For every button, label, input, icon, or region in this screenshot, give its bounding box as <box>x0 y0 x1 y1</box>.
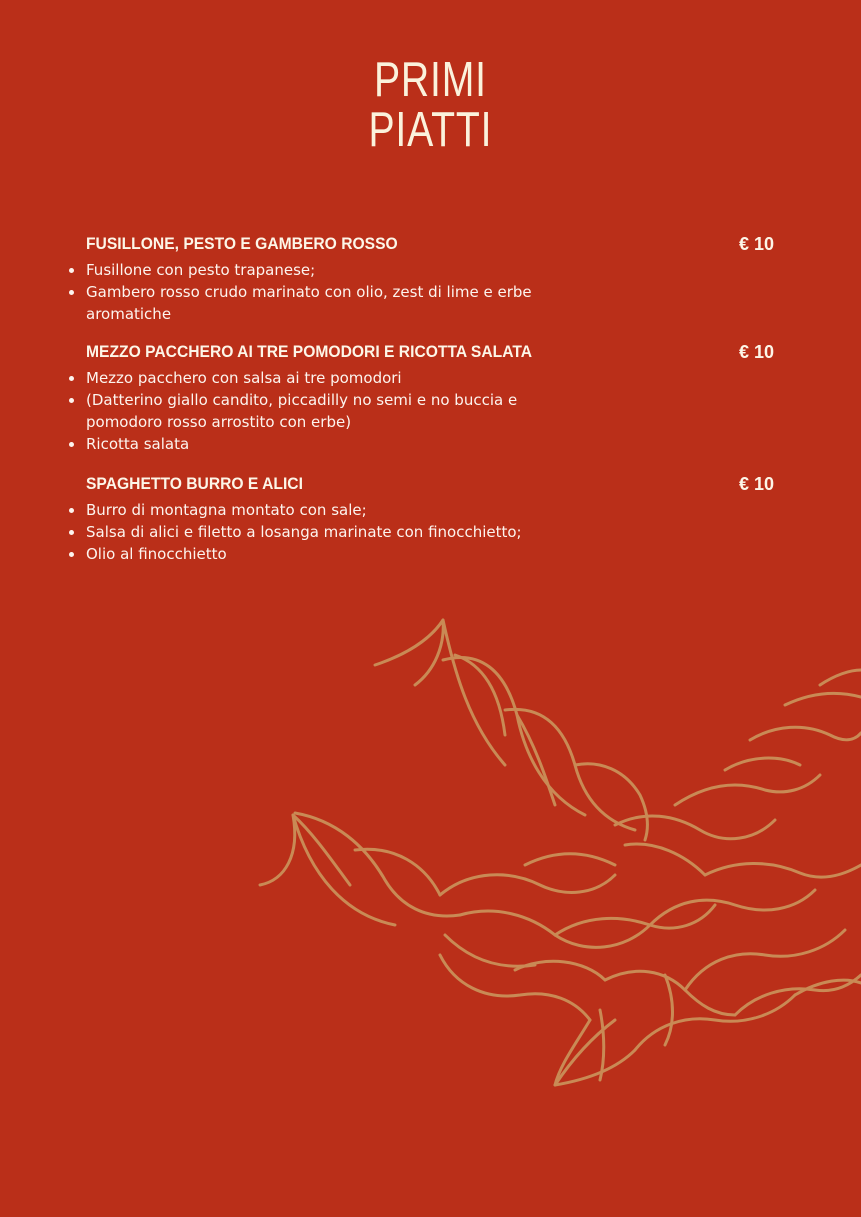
pasta-stroke <box>685 930 845 990</box>
pasta-stroke <box>443 620 505 765</box>
pasta-stroke <box>635 995 795 1050</box>
ingredient-item: Ricotta salata <box>86 433 556 455</box>
ingredient-item: Gambero rosso crudo marinato con olio, zest di lime e erbe aromatiche <box>86 281 556 325</box>
dish-name: FUSILLONE, PESTO E GAMBERO ROSSO <box>86 234 398 253</box>
ingredient-list <box>86 367 776 455</box>
dish-price: € 10 <box>738 234 774 254</box>
pasta-stroke <box>725 758 800 770</box>
dish-header <box>86 473 776 495</box>
ingredient-list <box>86 499 776 565</box>
pasta-stroke <box>675 775 820 805</box>
pasta-stroke <box>460 911 650 947</box>
pasta-stroke <box>650 890 815 925</box>
pasta-stroke <box>625 844 705 875</box>
pasta-stroke <box>750 727 861 740</box>
pasta-stroke <box>517 715 555 805</box>
dish-mezzo-pacchero <box>86 341 776 455</box>
menu-list <box>86 233 776 578</box>
pasta-stroke <box>515 961 605 980</box>
title-line-2: PIATTI <box>368 103 493 157</box>
ingredient-item: Olio al finocchietto <box>86 543 556 565</box>
pasta-stroke <box>665 975 673 1045</box>
pasta-stroke <box>295 813 460 916</box>
title-line-1: PRIMI <box>373 53 487 107</box>
pasta-stroke <box>705 863 861 877</box>
dish-price: € 10 <box>738 474 774 494</box>
dish-header <box>86 341 776 363</box>
dish-name: SPAGHETTO BURRO E ALICI <box>86 474 303 493</box>
dish-fusillone <box>86 233 776 325</box>
ingredient-list <box>86 259 776 325</box>
ingredient-item: Fusillone con pesto trapanese; <box>86 259 556 281</box>
ingredient-item: (Datterino giallo candito, piccadilly no semi e no buccia e pomodoro rosso arrostito con erbe) <box>86 389 556 433</box>
pasta-stroke <box>615 816 775 839</box>
pasta-stroke <box>555 1020 635 1085</box>
dish-spaghetto <box>86 473 776 565</box>
ingredient-item: Burro di montagna montato con sale; <box>86 499 556 521</box>
dish-name: MEZZO PACCHERO AI TRE POMODORI E RICOTTA SALATA <box>86 342 533 361</box>
ingredient-item: Salsa di alici e filetto a losanga marinate con finocchietto; <box>86 521 556 543</box>
pasta-stroke <box>375 620 443 685</box>
pasta-stroke <box>445 935 535 966</box>
ingredient-item: Mezzo pacchero con salsa ai tre pomodori <box>86 367 556 389</box>
pasta-stroke <box>785 693 861 705</box>
fusilli-pasta-icon <box>255 615 861 1095</box>
dish-price: € 10 <box>738 342 774 362</box>
pasta-stroke <box>820 670 861 685</box>
page-title <box>86 55 775 155</box>
pasta-stroke <box>575 764 647 840</box>
pasta-stroke <box>455 655 505 735</box>
pasta-stroke <box>600 1010 604 1080</box>
pasta-stroke <box>555 905 715 935</box>
pasta-stroke <box>525 854 615 865</box>
pasta-stroke <box>440 875 615 895</box>
dish-header <box>86 233 776 255</box>
